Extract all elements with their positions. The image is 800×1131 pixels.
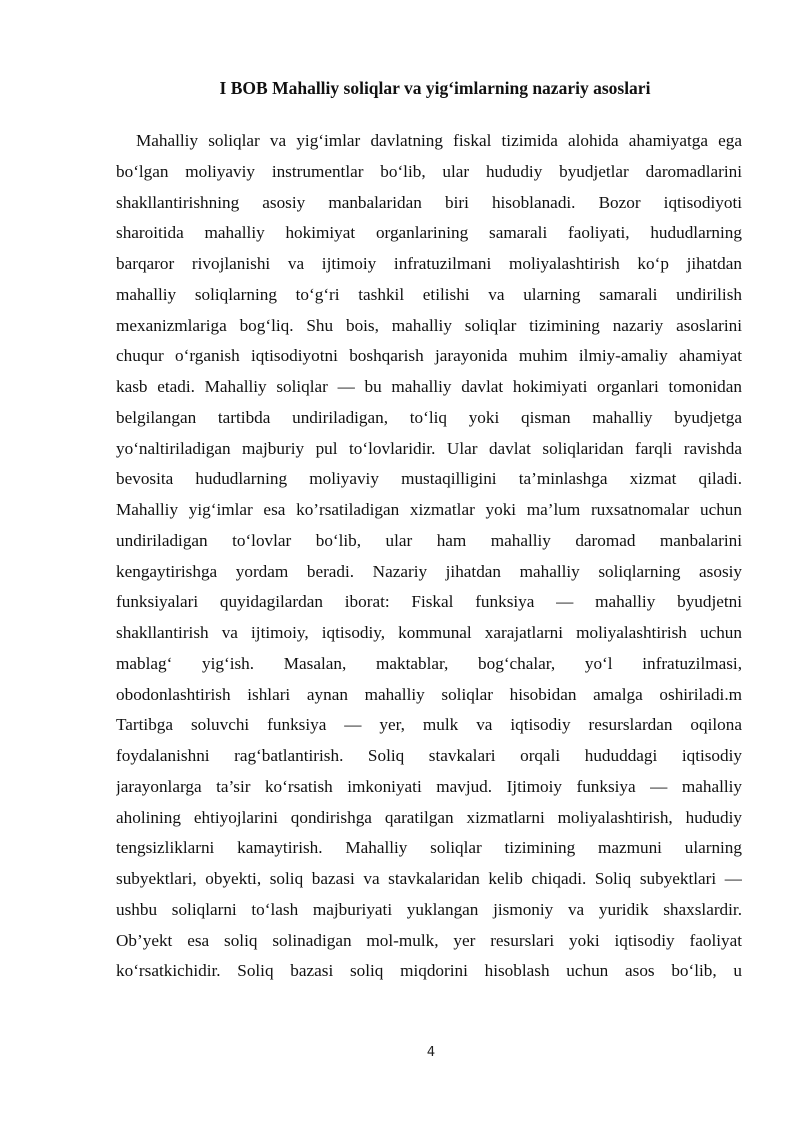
chapter-title: I BOB Mahalliy soliqlar va yig‘imlarning nazariy asoslari xyxy=(219,78,651,98)
text-line: belgilangan tartibda undiriladigan, to‘liq yoki qisman mahalliy byudjetga xyxy=(116,407,742,427)
text-line: Ob’yekt esa soliq solinadigan mol-mulk, yer resurslari yoki iqtisodiy faoliyat xyxy=(116,930,742,950)
text-line: aholining ehtiyojlarini qondirishga qaratilgan xizmatlarni moliyalashtirish, hududiy xyxy=(116,807,742,827)
text-line: sharoitida mahalliy hokimiyat organlarining samarali faoliyati, hududlarning xyxy=(116,223,742,243)
text-line: bevosita hududlarning moliyaviy mustaqilligini ta’minlashga xizmat qiladi. xyxy=(116,469,742,489)
text-line: tengsizliklarni kamaytirish. Mahalliy soliqlar tizimining mazmuni ularning xyxy=(116,838,742,858)
text-line: Tartibga soluvchi funksiya — yer, mulk va iqtisodiy resurslardan oqilona xyxy=(116,715,742,735)
text-line: barqaror rivojlanishi va ijtimoiy infratuzilmani moliyalashtirish ko‘p jihatdan xyxy=(116,254,742,273)
text-line: mahalliy soliqlarning to‘g‘ri tashkil etilishi va ularning samarali undirilish xyxy=(116,284,742,304)
text-line: ko‘rsatkichidir. Soliq bazasi soliq miqdorini hisoblash uchun asos bo‘lib, u xyxy=(116,961,742,981)
text-line: jarayonlarga ta’sir ko‘rsatish imkoniyati mavjud. Ijtimoiy funksiya — mahalliy xyxy=(116,776,742,796)
text-line: Mahalliy yig‘imlar esa ko’rsatiladigan xizmatlar yoki ma’lum ruxsatnomalar uchun xyxy=(116,500,742,519)
text-line: undiriladigan to‘lovlar bo‘lib, ular ham mahalliy daromad manbalarini xyxy=(116,530,742,550)
body-paragraph xyxy=(116,126,742,987)
text-line: chuqur o‘rganish iqtisodiyotni boshqarish jarayonida muhim ilmiy-amaliy ahamiyat xyxy=(116,346,742,366)
text-line: mablag‘ yig‘ish. Masalan, maktablar, bog‘chalar, yo‘l infratuzilmasi, xyxy=(116,653,742,673)
text-line: obodonlashtirish ishlari aynan mahalliy soliqlar hisobidan amalga oshiriladi.m xyxy=(116,684,742,704)
text-line: mexanizmlariga bog‘liq. Shu bois, mahalliy soliqlar tizimining nazariy asoslarini xyxy=(116,315,742,335)
text-line: shakllantirishning asosiy manbalaridan biri hisoblanadi. Bozor iqtisodiyoti xyxy=(116,192,742,212)
text-line: Mahalliy soliqlar va yig‘imlar davlatning fiskal tizimida alohida ahamiyatga ega xyxy=(136,131,742,150)
text-line: kengaytirishga yordam beradi. Nazariy jihatdan mahalliy soliqlarning asosiy xyxy=(116,561,742,581)
text-line: subyektlari, obyekti, soliq bazasi va stavkalaridan kelib chiqadi. Soliq subyektlari — xyxy=(116,869,742,888)
text-line: bo‘lgan moliyaviy instrumentlar bo‘lib, ular hududiy byudjetlar daromadlarini xyxy=(116,161,742,181)
text-line: yo‘naltiriladigan majburiy pul to‘lovlaridir. Ular davlat soliqlaridan farqli ravishda xyxy=(116,438,742,458)
text-line: kasb etadi. Mahalliy soliqlar — bu mahalliy davlat hokimiyati organlari tomonidan xyxy=(116,377,742,396)
text-line: foydalanishni rag‘batlantirish. Soliq stavkalari orqali hududdagi iqtisodiy xyxy=(116,746,742,765)
text-line: shakllantirish va ijtimoiy, iqtisodiy, kommunal xarajatlarni moliyalashtirish uchun xyxy=(116,623,742,642)
text-line: funksiyalari quyidagilardan iborat: Fiskal funksiya — mahalliy byudjetni xyxy=(116,592,742,612)
text-line: ushbu soliqlarni to‘lash majburiyati yuklangan jismoniy va yuridik shaxslardir. xyxy=(116,899,742,919)
page-number: 4 xyxy=(426,1045,436,1060)
